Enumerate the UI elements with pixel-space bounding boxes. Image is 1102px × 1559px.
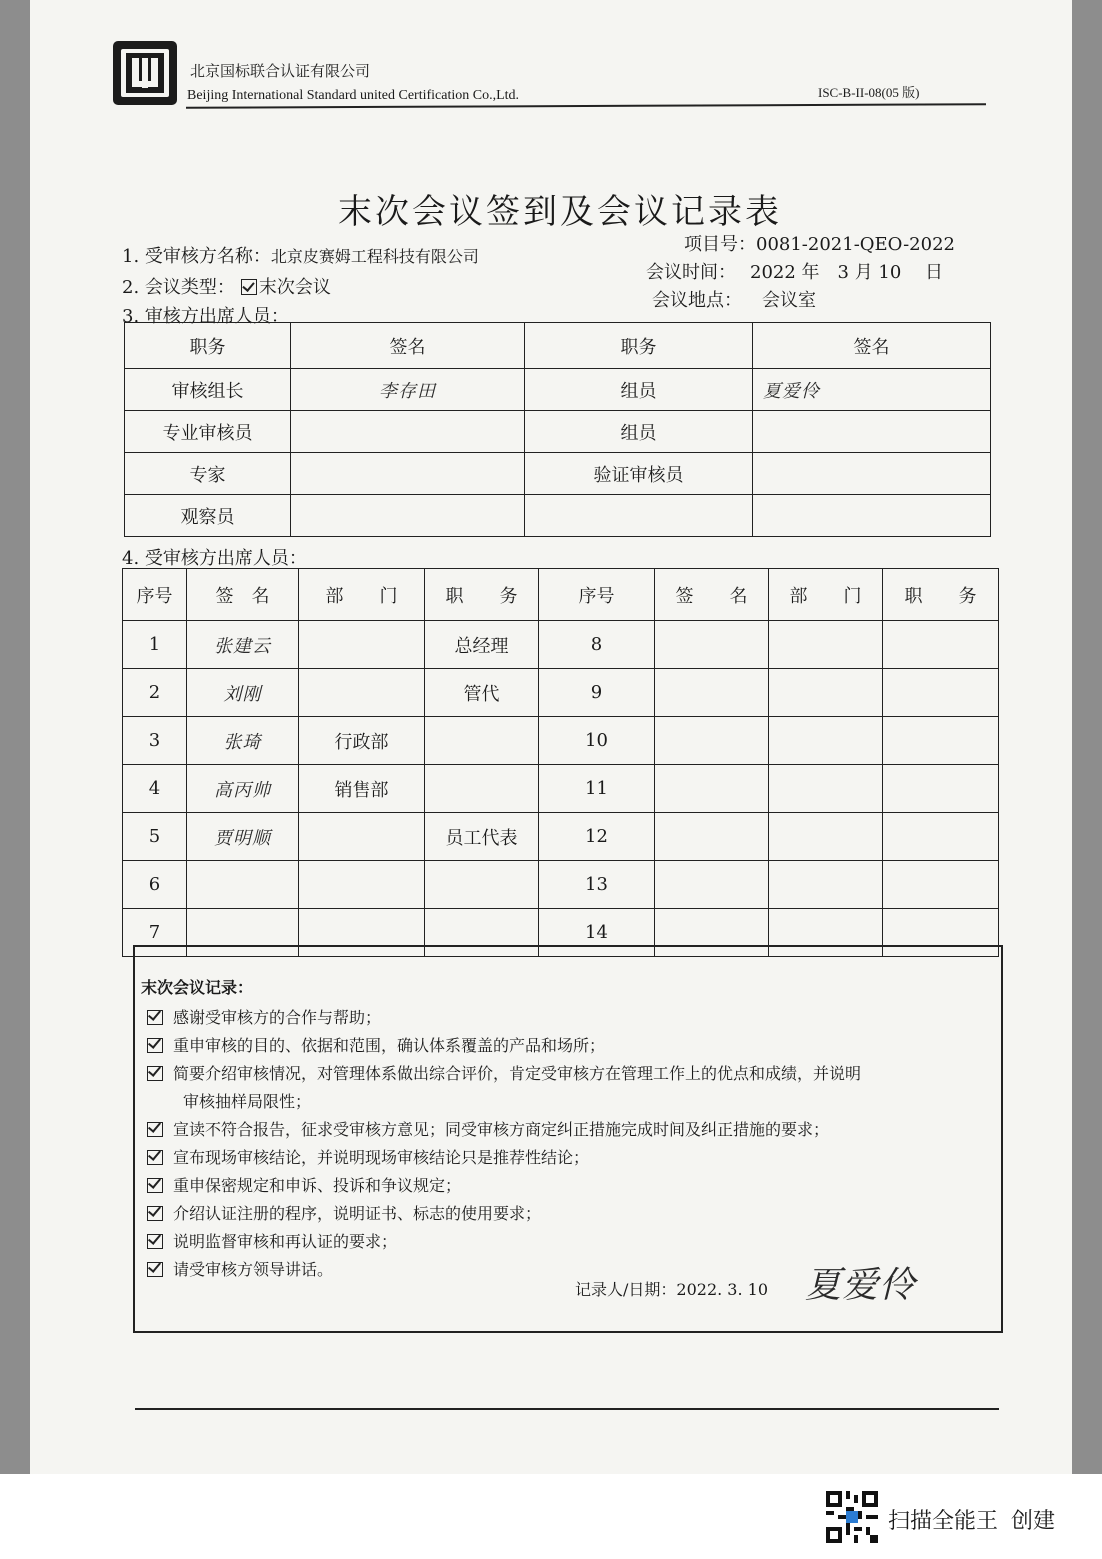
signature-cell: 张建云 (187, 621, 299, 669)
form-code: ISC-B-II-08(05 版) (818, 85, 920, 100)
position-cell (425, 765, 539, 813)
department-cell (769, 765, 883, 813)
meeting-type-label: 2. 会议类型： (122, 277, 235, 298)
signature-cell (655, 765, 769, 813)
note-text: 宣布现场审核结论，并说明现场审核结论只是推荐性结论； (173, 1148, 590, 1167)
meeting-time-value: 2022 年 3 月 10 日 (750, 262, 944, 283)
position-cell (883, 813, 999, 861)
row-number: 13 (539, 861, 655, 909)
position-cell (883, 621, 999, 669)
document-page (30, 0, 1072, 1474)
auditee-name-value: 北京皮赛姆工程科技有限公司 (270, 247, 479, 266)
signature-cell (655, 813, 769, 861)
table-row (123, 717, 999, 765)
meeting-place-label: 会议地点： (652, 290, 742, 311)
note-item (147, 1145, 589, 1168)
project-no-label: 项目号： (684, 234, 756, 255)
recorder-signature: 夏爱伶 (805, 1265, 917, 1306)
department-cell (299, 669, 425, 717)
note-text: 说明监督审核和再认证的要求； (173, 1232, 398, 1251)
column-header: 职 务 (425, 569, 539, 621)
department-cell (769, 861, 883, 909)
meeting-place-field (652, 286, 816, 312)
company-logo-icon (112, 40, 178, 106)
role-cell: 验证审核员 (525, 453, 753, 495)
checkbox-icon (147, 1262, 163, 1277)
notes-heading: 末次会议记录： (141, 978, 254, 997)
scanner-action: 创建 (1011, 1509, 1056, 1534)
checkbox-icon (147, 1206, 163, 1221)
signature-cell (753, 453, 991, 495)
table-row (123, 861, 999, 909)
position-cell: 总经理 (425, 621, 539, 669)
meeting-time-field (646, 258, 943, 284)
table-header-row (123, 569, 999, 621)
auditor-section-label: 3. 审核方出席人员： (122, 306, 289, 327)
row-number: 11 (539, 765, 655, 813)
row-number: 1 (123, 621, 187, 669)
note-item (147, 1061, 861, 1084)
row-number: 8 (539, 621, 655, 669)
signature-cell (655, 717, 769, 765)
column-header: 序号 (539, 569, 655, 621)
row-number: 3 (123, 717, 187, 765)
note-item (147, 1005, 381, 1028)
signature-cell (655, 621, 769, 669)
table-row (125, 369, 991, 411)
table-row (123, 813, 999, 861)
row-number: 2 (123, 669, 187, 717)
position-cell (883, 861, 999, 909)
scanner-brand: 扫描全能王 (888, 1509, 999, 1534)
table-row (123, 669, 999, 717)
role-cell: 组员 (525, 411, 753, 453)
row-number: 9 (539, 669, 655, 717)
recorder-label: 记录人/日期： (575, 1280, 677, 1299)
row-number: 4 (123, 765, 187, 813)
note-text: 请受审核方领导讲话。 (173, 1260, 334, 1279)
checkbox-icon (147, 1038, 163, 1053)
signature-cell (187, 861, 299, 909)
row-number: 7 (123, 909, 187, 957)
column-header: 职务 (525, 323, 753, 369)
table-row (123, 765, 999, 813)
company-name-en: Beijing International Standard united Certification Co.,Ltd. (187, 88, 520, 103)
role-cell: 专家 (125, 453, 291, 495)
department-cell (769, 669, 883, 717)
signature-cell: 夏爱伶 (753, 369, 991, 411)
department-cell: 行政部 (299, 717, 425, 765)
note-text: 感谢受审核方的合作与帮助； (173, 1008, 382, 1027)
signature-cell: 高丙帅 (187, 765, 299, 813)
note-text: 简要介绍审核情况，对管理体系做出综合评价，肯定受审核方在管理工作上的优点和成绩，并说明 (173, 1064, 862, 1083)
project-no-field (684, 230, 955, 256)
role-cell: 专业审核员 (125, 411, 291, 453)
row-number: 14 (539, 909, 655, 957)
note-item (147, 1117, 829, 1140)
position-cell (883, 765, 999, 813)
position-cell: 管代 (425, 669, 539, 717)
project-no-value: 0081-2021-QEO-2022 (756, 234, 955, 255)
role-cell: 组员 (525, 369, 753, 411)
auditee-name-field (122, 242, 479, 268)
column-header: 职 务 (883, 569, 999, 621)
scanner-watermark (0, 1474, 1102, 1559)
scanner-brand-text (888, 1504, 1055, 1535)
position-cell (425, 717, 539, 765)
note-item (147, 1229, 397, 1252)
company-name-cn: 北京国标联合认证有限公司 (190, 62, 371, 80)
signature-cell (655, 861, 769, 909)
role-cell: 观察员 (125, 495, 291, 537)
checkbox-icon (147, 1122, 163, 1137)
recorder-date: 2022. 3. 10 (676, 1280, 769, 1299)
row-number: 5 (123, 813, 187, 861)
bottom-divider (135, 1408, 999, 1410)
checkbox-icon (241, 279, 257, 295)
note-text: 重申审核的目的、依据和范围，确认体系覆盖的产品和场所； (173, 1036, 606, 1055)
meeting-time-label: 会议时间： (646, 262, 736, 283)
document-title: 末次会议签到及会议记录表 (338, 192, 782, 232)
position-cell (883, 717, 999, 765)
column-header: 序号 (123, 569, 187, 621)
department-cell: 销售部 (299, 765, 425, 813)
column-header: 签名 (291, 323, 525, 369)
signature-cell: 张琦 (187, 717, 299, 765)
department-cell (299, 621, 425, 669)
signature-cell (291, 411, 525, 453)
qr-code-icon (826, 1491, 878, 1543)
note-text: 宣读不符合报告，征求受审核方意见；同受审核方商定纠正措施完成时间及纠正措施的要求； (173, 1120, 830, 1139)
meeting-place-value: 会议室 (762, 290, 816, 311)
auditee-section-label: 4. 受审核方出席人员： (122, 548, 307, 569)
table-row (125, 453, 991, 495)
department-cell (769, 621, 883, 669)
checkbox-icon (147, 1178, 163, 1193)
signature-cell (655, 669, 769, 717)
checkbox-icon (147, 1066, 163, 1081)
column-header: 签 名 (187, 569, 299, 621)
meeting-type-field (122, 273, 331, 299)
recorder-line (575, 1277, 768, 1300)
department-cell (299, 861, 425, 909)
note-item (147, 1033, 605, 1056)
note-text: 介绍认证注册的程序，说明证书、标志的使用要求； (173, 1204, 542, 1223)
meeting-type-value: 末次会议 (258, 277, 331, 298)
position-cell (883, 669, 999, 717)
table-row (125, 411, 991, 453)
column-header: 部 门 (299, 569, 425, 621)
note-item (147, 1173, 461, 1196)
department-cell (299, 813, 425, 861)
auditee-attendance-table (122, 568, 999, 957)
role-cell (525, 495, 753, 537)
header-divider (186, 103, 986, 108)
note-text-continued: 审核抽样局限性； (183, 1092, 312, 1111)
row-number: 10 (539, 717, 655, 765)
table-header-row (125, 323, 991, 369)
note-text: 重申保密规定和申诉、投诉和争议规定； (173, 1176, 462, 1195)
signature-cell: 贾明顺 (187, 813, 299, 861)
department-cell (769, 813, 883, 861)
checkbox-icon (147, 1234, 163, 1249)
position-cell (425, 861, 539, 909)
signature-cell (291, 453, 525, 495)
signature-cell (291, 495, 525, 537)
row-number: 12 (539, 813, 655, 861)
note-item (147, 1201, 541, 1224)
auditee-name-label: 1. 受审核方名称： (122, 246, 271, 267)
row-number: 6 (123, 861, 187, 909)
column-header: 职务 (125, 323, 291, 369)
position-cell: 员工代表 (425, 813, 539, 861)
table-row (125, 495, 991, 537)
signature-cell: 刘刚 (187, 669, 299, 717)
department-cell (769, 717, 883, 765)
meeting-notes-box (133, 945, 1003, 1333)
column-header: 签名 (753, 323, 991, 369)
signature-cell: 李存田 (291, 369, 525, 411)
column-header: 部 门 (769, 569, 883, 621)
signature-cell (753, 495, 991, 537)
column-header: 签 名 (655, 569, 769, 621)
checkbox-icon (147, 1010, 163, 1025)
table-row (123, 621, 999, 669)
role-cell: 审核组长 (125, 369, 291, 411)
auditor-attendance-table (124, 322, 991, 537)
note-item (147, 1257, 333, 1280)
checkbox-icon (147, 1150, 163, 1165)
signature-cell (753, 411, 991, 453)
